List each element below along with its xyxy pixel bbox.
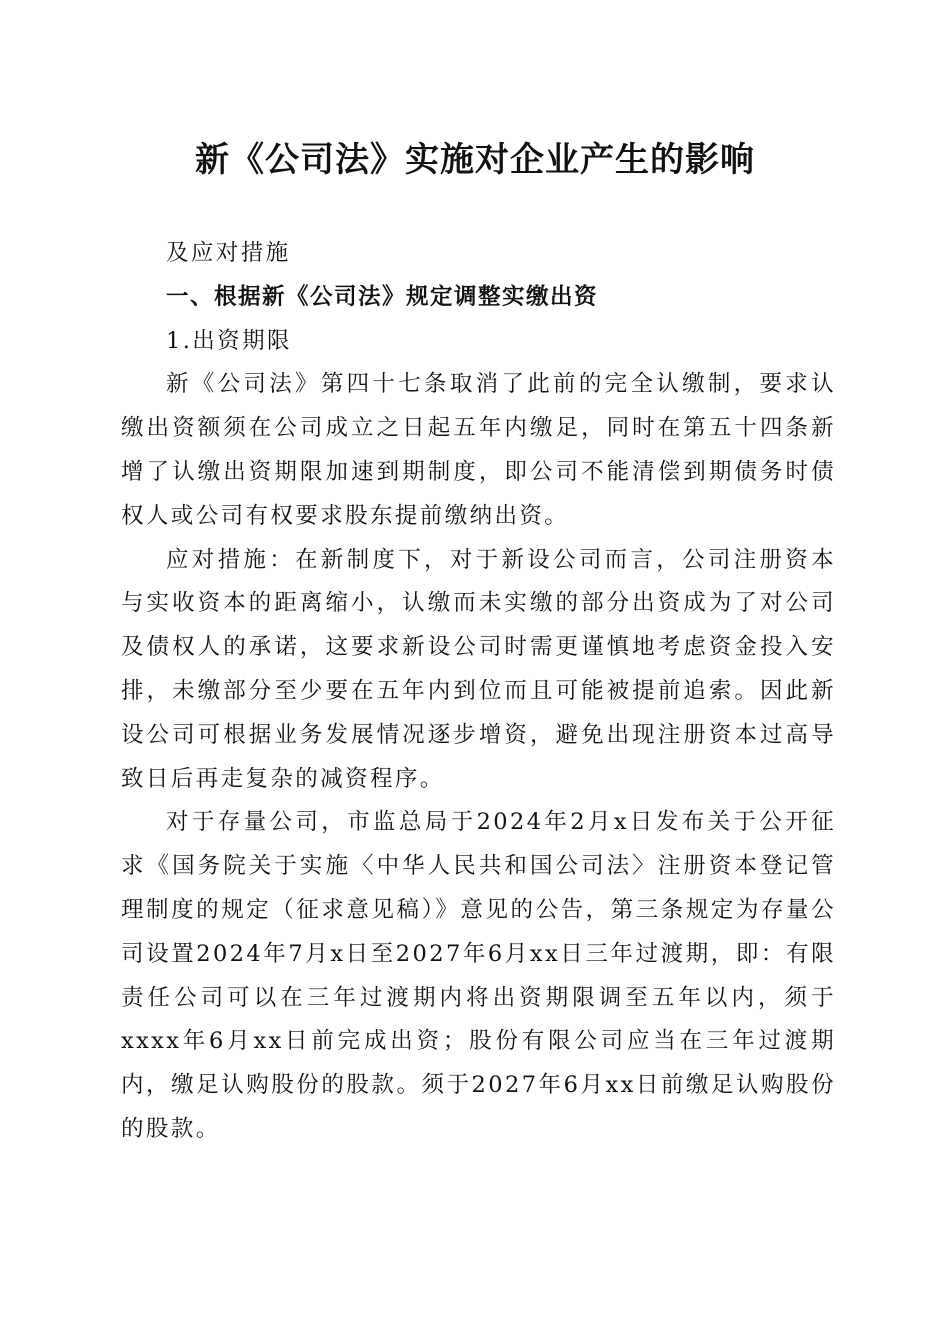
section-heading: 一、根据新《公司法》规定调整实缴出资 — [166, 283, 599, 310]
subtitle-paragraph: 及应对措施 — [166, 240, 291, 266]
body-paragraph: 新《公司法》第四十七条取消了此前的完全认缴制，要求认缴出资额须在公司成立之日起五年内缴足，同时在第五十四条新增了认缴出资期限加速到期制度，即公司不能清偿到期债务时债权人或公司有权要求股东提前缴纳出资。 — [121, 371, 836, 529]
document-title: 新《公司法》实施对企业产生的影响 — [195, 140, 755, 180]
body-paragraph: 应对措施：在新制度下，对于新设公司而言，公司注册资本与实收资本的距离缩小，认缴而未实缴的部分出资成为了对公司及债权人的承诺，这要求新设公司时需更谨慎地考虑资金投入安排，未缴部分至少要在五年内到位而且可能被提前追索。因此新设公司可根据业务发展情况逐步增资，避免出现注册资本过高导致日后再走复杂的减资程序。 — [121, 546, 836, 792]
body-paragraph: 对于存量公司，市监总局于2024年2月x日发布关于公开征求《国务院关于实施〈中华人民共和国公司法〉注册资本登记管理制度的规定（征求意见稿）》意见的公告，第三条规定为存量公司设置2024年7月x日至2027年6月xx日三年过渡期，即：有限责任公司可以在三年过渡期内将出资期限调至五年以内，须于xxxx年6月xx日前完成出资；股份有限公司应当在三年过渡期内，缴足认购股份的股款。须于2027年6月xx日前缴足认购股份的股款。 — [121, 809, 836, 1142]
subsection-heading: 1.出资期限 — [166, 327, 292, 354]
document-body — [121, 232, 836, 1152]
